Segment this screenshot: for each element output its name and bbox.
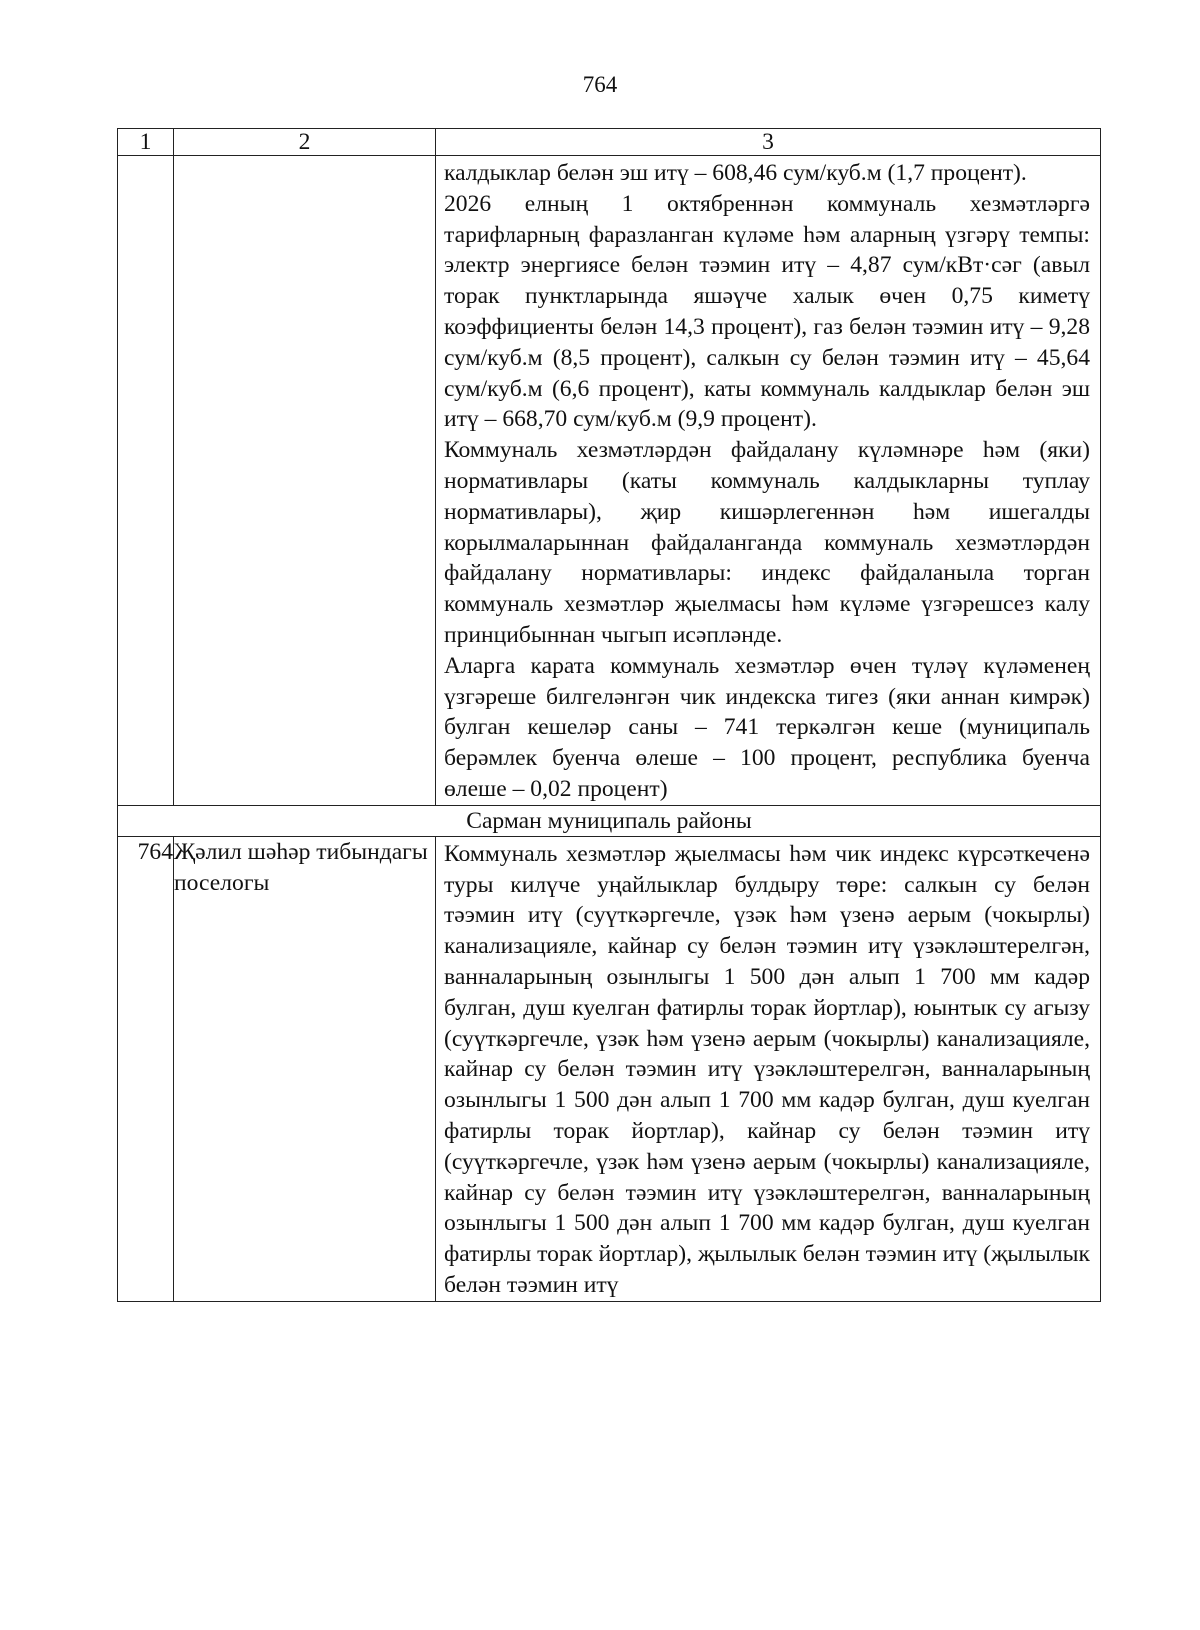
tariff-table <box>117 128 1101 1302</box>
header-col-2: 2 <box>174 129 436 156</box>
header-col-3: 3 <box>436 129 1101 156</box>
continued-row-text <box>436 156 1101 806</box>
paragraph: Аларга карата коммуналь хезмәтләр өчен түләү күләменең үзгәреше билгеләнгән чик индекска тигез (яки аннан кимрәк) булган кешеләр саны – 741 теркәлгән кеше (муниципаль берәмлек буенча өлеше – 100 процент, республика буенча өлеше – 0,02 процент) <box>444 652 1090 802</box>
paragraph: 2026 елның 1 октябреннән коммуналь хезмәтләргә тарифларның фаразланган күләме һәм аларның үзгәрү темпы: электр энергиясе белән тәэмин итү – 4,87 сум/кВт·сәг (авыл торак пунктларында яшәүче халык өчен 0,75 киметү коэффициенты белән 14,3 процент), газ белән тәэмин итү – 9,28 сум/куб.м (8,5 процент), салкын су белән тәэмин итү – 45,64 сум/куб.м (6,6 процент), каты коммуналь калдыклар белән эш итү – 668,70 сум/куб.м (9,9 процент). <box>444 190 1090 433</box>
section-row <box>118 805 1101 836</box>
section-title: Сарман муниципаль районы <box>118 805 1101 836</box>
continued-row-number <box>118 156 174 806</box>
paragraph: калдыклар белән эш итү – 608,46 сум/куб.м (1,7 процент). <box>444 160 1027 186</box>
table-row <box>118 836 1101 1301</box>
row-text: Коммуналь хезмәтләр җыелмасы һәм чик индекс күрсәткеченә туры килүче уңайлыклар булдыру төре: салкын су белән тәэмин итү (суүткәргечле, үзәк һәм үзенә аерым (чокырлы) канализацияле, кайнар су белән тәэмин итү үзәкләштерелгән, ванналарының озынлыгы 1 500 дән алып 1 700 мм кадәр булган, душ куелган фатирлы торак йортлар), юынтык су агызу (суүткәргечле, үзәк һәм үзенә аерым (чокырлы) канализацияле, кайнар су белән тәэмин итү үзәкләштерелгән, ванналарының озынлыгы 1 500 дән алып 1 700 мм кадәр булган, душ куелган фатирлы торак йортлар), кайнар су белән тәэмин итү (суүткәргечле, үзәк һәм үзенә аерым (чокырлы) канализацияле, кайнар су белән тәэмин итү үзәкләштерелгән, ванналарының озынлыгы 1 500 дән алып 1 700 мм кадәр булган, душ куелган фатирлы торак йортлар), җылылык белән тәэмин итү (җылылык белән тәэмин итү <box>444 840 1090 1298</box>
page-number: 764 <box>582 72 618 97</box>
row-text-cell <box>436 836 1101 1301</box>
header-col-1: 1 <box>118 129 174 156</box>
continued-row-name <box>174 156 436 806</box>
header-row <box>118 129 1101 156</box>
continued-row <box>118 156 1101 806</box>
row-number: 764 <box>118 836 174 1301</box>
row-name: Җәлил шәһәр тибындагы поселогы <box>174 836 436 1301</box>
paragraph: Коммуналь хезмәтләрдән файдалану күләмнәре һәм (яки) нормативлары (каты коммуналь калдыкларны туплау нормативлары), җир кишәрлегеннән һәм ишегалды корылмаларыннан файдаланганда коммуналь хезмәтләрдән файдалану нормативлары: индекс файдаланыла торган коммуналь хезмәтләр җыелмасы һәм күләме үзгәрешсез калу принцибыннан чыгып исәпләнде. <box>444 437 1090 648</box>
